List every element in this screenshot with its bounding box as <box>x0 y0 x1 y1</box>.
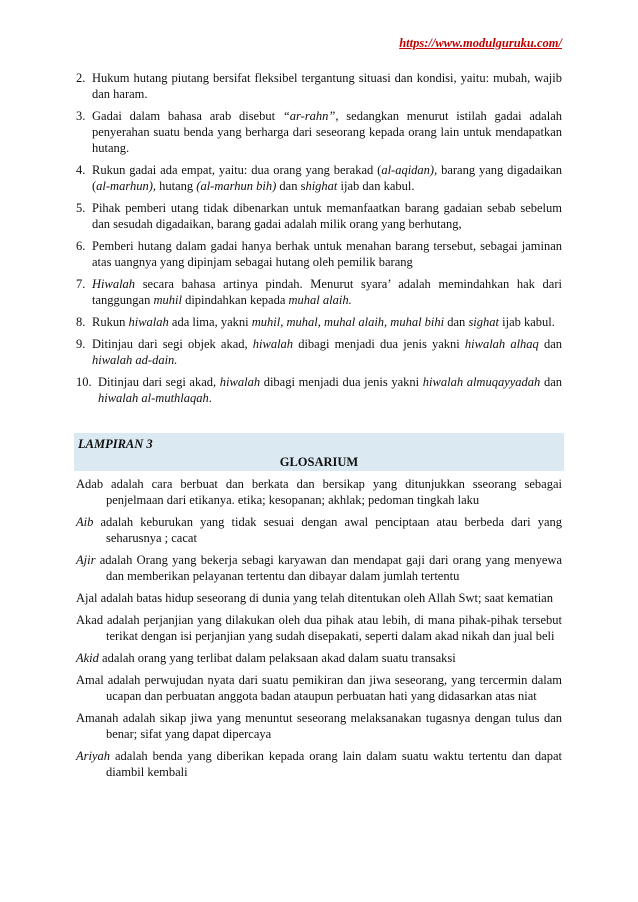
list-item-text: , barang yang digadaikan ( <box>92 163 562 193</box>
list-item-text: , sedangkan menurut istilah gadai adalah penyerahan suatu benda yang berharga dari seseorang kepada orang lain untuk mendapatkan hutang. <box>92 109 562 155</box>
glossary-entry <box>76 650 562 666</box>
list-item-text: hiwalah al-muthlaqah <box>98 391 209 405</box>
glossary-term: Aib <box>76 515 94 529</box>
list-item-text: (al-marhun bih) <box>196 179 277 193</box>
list-item-text: muhal alaih. <box>288 293 352 307</box>
glossary-term: Ajal <box>76 591 98 605</box>
glossary-definition: adalah Orang yang bekerja sebagi karyawan dan mendapat gaji dari orang yang menyewa dan memberikan pelayanan tertentu dan dibayar dalam jumlah tertentu <box>95 553 562 583</box>
list-item <box>76 70 562 102</box>
list-item-text: dan s <box>276 179 306 193</box>
list-item-text: Rukun <box>92 315 129 329</box>
list-item-text: dan <box>538 337 562 351</box>
list-item <box>76 108 562 156</box>
list-item-number: 4. <box>76 163 86 177</box>
list-item-text: Pihak pemberi utang tidak dibenarkan untuk memanfaatkan barang gadaian sebab sebelum dan sesudah digadaikan, barang gadai adalah milik orang yang berhutang, <box>92 201 562 231</box>
list-item-text: muhil <box>251 315 281 329</box>
list-item-text: Ditinjau dari segi akad, <box>98 375 220 389</box>
lampiran-label: LAMPIRAN 3 <box>78 437 153 451</box>
list-item-text: dan <box>540 375 562 389</box>
glossary-definition: adalah sikap jiwa yang menuntut seseorang melaksanakan tugasnya dengan tulus dan benar; sifat yang dapat dipercaya <box>106 711 562 741</box>
list-item-text: Gadai dalam bahasa arab disebut <box>92 109 283 123</box>
numbered-list <box>76 70 562 412</box>
list-item-number: 3. <box>76 109 86 123</box>
list-item-number: 5. <box>76 201 86 215</box>
list-item-text: , <box>317 315 324 329</box>
list-item-text: hiwalah <box>219 375 261 389</box>
glossary-entry <box>76 514 562 546</box>
list-item-text: muhal <box>286 315 318 329</box>
list-item-number: 7. <box>76 277 86 291</box>
list-item-text: muhal alaih <box>323 315 385 329</box>
glossary-list <box>76 476 562 786</box>
list-item-text: dibagi menjadi dua jenis yakni <box>293 337 465 351</box>
glossary-entry <box>76 590 562 606</box>
glossary-definition: adalah benda yang diberikan kepada orang lain dalam suatu waktu tertentu dan dapat diambil kembali <box>106 749 562 779</box>
list-item-text: Hukum hutang piutang bersifat fleksibel tergantung situasi dan kondisi, yaitu: mubah, wajib dan haram. <box>92 71 562 101</box>
list-item-number: 2. <box>76 71 86 85</box>
glossary-entry <box>76 552 562 584</box>
list-item-text: muhil <box>153 293 182 307</box>
list-item-text: muhal bihi <box>390 315 445 329</box>
glossary-definition: adalah orang yang terlibat dalam pelaksaan akad dalam suatu transaksi <box>98 651 456 665</box>
list-item-number: 8. <box>76 315 86 329</box>
list-item-text: Ditinjau dari segi objek akad, <box>92 337 253 351</box>
lampiran-banner <box>74 433 564 471</box>
list-item-text: al-marhun), <box>96 179 157 193</box>
list-item-text: hiwalah ad-dain. <box>92 353 178 367</box>
list-item <box>76 374 562 406</box>
list-item-text: hutang <box>156 179 197 193</box>
list-item-text: , <box>384 315 391 329</box>
list-item-text: highat <box>305 179 338 193</box>
glossary-term: Ariyah <box>76 749 111 763</box>
source-url-link[interactable]: https://www.modulguruku.com/ <box>399 36 562 50</box>
list-item <box>76 200 562 232</box>
list-item-text: Pemberi hutang dalam gadai hanya berhak untuk menahan barang tersebut, sebagai jaminan atas uangnya yang dipinjam sebagai hutang oleh pemilik barang <box>92 239 562 269</box>
glossary-entry <box>76 748 562 780</box>
list-item-text: secara bahasa artinya pindah. Menurut syara’ adalah memindahkan hak dari tanggungan <box>92 277 562 307</box>
list-item-text: dan <box>444 315 469 329</box>
list-item-text: Hiwalah <box>92 277 136 291</box>
glossary-definition: adalah batas hidup seseorang di dunia yang telah ditentukan oleh Allah Swt; saat kematian <box>97 591 553 605</box>
list-item-number: 9. <box>76 337 86 351</box>
list-item-text: al-aqidan) <box>381 163 435 177</box>
glossary-term: Amanah <box>76 711 119 725</box>
glossary-entry <box>76 476 562 508</box>
list-item-text: sighat <box>468 315 499 329</box>
list-item <box>76 238 562 270</box>
glossary-term: Ajir <box>76 553 96 567</box>
glossary-term: Akad <box>76 613 104 627</box>
list-item-number: 10. <box>76 375 92 389</box>
glossary-definition: adalah perjanjian yang dilakukan oleh dua pihak atau lebih, di mana pihak-pihak tersebut terikat dengan isi perjanjian yang sudah disepakati, seperti dalam akad nikah dan jual beli <box>103 613 562 643</box>
list-item-text: hiwalah alhaq <box>464 337 539 351</box>
list-item-text: “ar-rahn” <box>282 109 336 123</box>
list-item-text: hiwalah <box>252 337 294 351</box>
glossary-term: Adab <box>76 477 104 491</box>
glossary-title: GLOSARIUM <box>279 455 359 469</box>
list-item-text: hiwalah almuqayyadah <box>422 375 541 389</box>
list-item-text: , <box>280 315 287 329</box>
list-item-text: ada lima, yakni <box>168 315 252 329</box>
glossary-entry <box>76 612 562 644</box>
glossary-entry <box>76 672 562 704</box>
list-item <box>76 162 562 194</box>
list-item-text: ijab dan kabul. <box>337 179 415 193</box>
glossary-definition: adalah keburukan yang tidak sesuai dengan awal penciptaan atau berbeda dari yang seharusnya ; cacat <box>93 515 562 545</box>
list-item <box>76 336 562 368</box>
glossary-definition: adalah perwujudan nyata dari suatu pemikiran dan jiwa seseorang, yang tercermin dalam ucapan dan perbuatan anggota badan ataupun perbuatan hati yang didasarkan atas niat <box>103 673 562 703</box>
list-item-text: hiwalah <box>128 315 169 329</box>
glossary-definition: adalah cara berbuat dan berkata dan bersikap yang ditunjukkan sseorang sebagai penjelmaan dari etikanya. etika; kesopanan; akhlak; pedoman tingkah laku <box>103 477 562 507</box>
list-item-text: dibagi menjadi dua jenis yakni <box>260 375 423 389</box>
list-item-text: Rukun gadai ada empat, yaitu: dua orang yang berakad ( <box>92 163 382 177</box>
list-item-text: . <box>208 391 212 405</box>
glossary-term: Akid <box>76 651 99 665</box>
list-item <box>76 314 562 330</box>
list-item-text: dipindahkan kepada <box>181 293 289 307</box>
list-item-number: 6. <box>76 239 86 253</box>
list-item-text: ijab kabul. <box>499 315 555 329</box>
glossary-entry <box>76 710 562 742</box>
glossary-term: Amal <box>76 673 104 687</box>
list-item <box>76 276 562 308</box>
